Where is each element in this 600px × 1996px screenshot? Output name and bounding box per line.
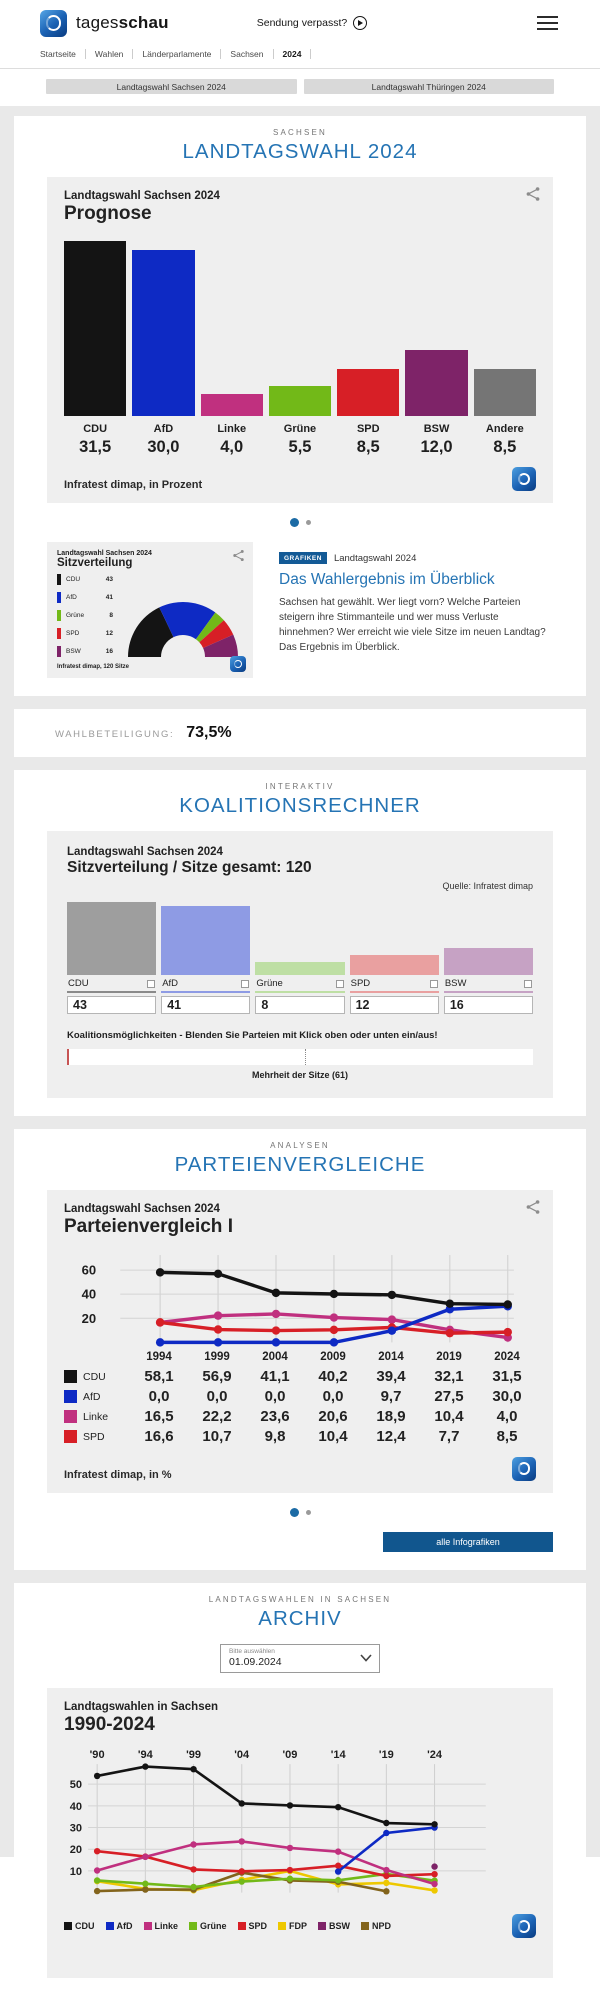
breadcrumb-item[interactable]: Startseite [40,49,86,59]
breadcrumb-item[interactable]: Wahlen [86,49,134,59]
carousel-dot-active[interactable] [290,518,299,527]
prognose-bar-SPD: SPD 8,5 [337,241,399,457]
majority-caption: Mehrheit der Sitze (61) [251,1070,349,1081]
carousel-dots [47,1508,553,1517]
archiv-legend [64,1921,512,1931]
koalition-party-SPD[interactable]: SPD 12 [350,897,439,1014]
section-title: PARTEIENVERGLEICHE [174,1153,426,1177]
svg-text:'14: '14 [330,1748,346,1761]
breadcrumb [0,40,600,69]
seat-legend [57,574,119,659]
archiv-legend-BSW: BSW [318,1921,350,1931]
sitzverteilung-card[interactable] [47,542,253,678]
breadcrumb-item[interactable]: Länderparlamente [133,49,221,59]
select-value: 01.09.2024 [229,1655,282,1668]
seat-legend-SPD: SPD 12 [57,628,119,639]
checkbox-Grüne[interactable] [336,980,344,988]
seat-legend-AfD: AfD 41 [57,592,119,603]
vergleich-row-Linke: Linke 16,5 22,2 23,6 20,6 18,9 10,4 4,0 [64,1407,536,1427]
brand-wordmark[interactable] [76,13,169,33]
seat-input-SPD[interactable]: 12 [350,996,439,1014]
svg-text:20: 20 [81,1310,97,1326]
archiv-legend-FDP: FDP [278,1921,307,1931]
koalition-hint: Koalitionsmöglichkeiten - Blenden Sie Parteien mit Klick oben oder unten ein/aus! [67,1030,438,1042]
chevron-down-icon [360,1654,372,1662]
section-title: LANDTAGSWAHL 2024 [182,140,418,164]
select-label: Bitte auswählen [229,1647,275,1655]
chart-kicker: Landtagswahl Sachsen 2024 [64,1203,220,1216]
koalition-party-CDU[interactable]: CDU 43 [67,897,156,1014]
svg-text:10: 10 [69,1865,83,1878]
prognose-bar-CDU: CDU 31,5 [64,241,126,457]
seat-legend-BSW: BSW 16 [57,646,119,657]
vergleich-year-row: 1994 1999 2004 2009 2014 2019 2024 [146,1350,520,1363]
section-landtagswahl [14,116,586,696]
prognose-bar-chart [64,241,536,457]
ard-logo-icon [512,1457,536,1481]
ard-logo-icon [512,467,536,491]
election-tabs [0,69,600,106]
koalition-party-AfD[interactable]: AfD 41 [161,897,250,1014]
koalition-card [47,831,553,1098]
svg-text:'90: '90 [89,1748,105,1761]
section-archiv [14,1583,586,1996]
checkbox-AfD[interactable] [241,980,249,988]
prognose-bar-Grüne: Grüne 5,5 [269,241,331,457]
svg-text:'94: '94 [137,1748,153,1761]
chart-source: Infratest dimap, in Prozent [64,479,203,492]
election-tab-sachsen[interactable]: Landtagswahl Sachsen 2024 [46,79,297,94]
missed-broadcast-link[interactable] [257,16,367,30]
mini-source: Infratest dimap, 120 Sitze [57,664,130,671]
all-infographics-button[interactable]: alle Infografiken [383,1532,553,1552]
archiv-line-chart [64,1746,536,1903]
archiv-legend-SPD: SPD [238,1921,268,1931]
page-content [0,106,600,1996]
teaser-category: Landtagswahl 2024 [333,552,417,564]
archiv-legend-Linke: Linke [144,1921,179,1931]
svg-text:'09: '09 [282,1748,298,1761]
chart-title: Sitzverteilung / Sitze gesamt: 120 [67,859,312,877]
archiv-date-select[interactable] [220,1644,380,1673]
archiv-card [47,1688,553,1979]
checkbox-SPD[interactable] [430,980,438,988]
section-eyebrow: LANDTAGSWAHLEN IN SACHSEN [208,1594,392,1604]
carousel-dot[interactable] [306,1510,311,1515]
vergleich-card [47,1190,553,1492]
mini-kicker: Landtagswahl Sachsen 2024 [57,550,152,558]
election-tab-thueringen[interactable]: Landtagswahl Thüringen 2024 [304,79,555,94]
majority-track[interactable] [67,1049,533,1065]
carousel-dots [47,518,553,527]
breadcrumb-item[interactable]: Sachsen [221,49,273,59]
menu-button[interactable] [535,14,560,33]
teaser-body: Sachsen hat gewählt. Wer liegt vorn? Welche Parteien steigern ihre Stimmanteile und wer muss Verluste hinnehmen? Wer erreicht wie viele Sitze im neuen Landtag? Das Ergebnis im Überblick. [279,597,546,654]
archiv-legend-CDU: CDU [64,1921,95,1931]
carousel-dot[interactable] [306,520,311,525]
vergleich-row-AfD: AfD 0,0 0,0 0,0 0,0 9,7 27,5 30,0 [64,1387,536,1407]
breadcrumb-item[interactable]: 2024 [274,49,312,59]
vergleich-row-CDU: CDU 58,1 56,9 41,1 40,2 39,4 32,1 31,5 [64,1367,536,1387]
section-eyebrow: SACHSEN [272,128,328,138]
share-icon[interactable] [525,186,541,202]
series-BSW [431,1863,437,1869]
vergleich-table [64,1367,536,1447]
chart-kicker: Landtagswahl Sachsen 2024 [67,846,223,859]
seat-legend-CDU: CDU 43 [57,574,119,585]
koalition-party-Grüne[interactable]: Grüne 8 [255,897,344,1014]
vergleich-line-chart [64,1250,536,1348]
checkbox-CDU[interactable] [147,980,155,988]
section-parteienvergleiche [14,1129,586,1569]
checkbox-BSW[interactable] [524,980,532,988]
seat-input-BSW[interactable]: 16 [444,996,533,1014]
seat-input-AfD[interactable]: 41 [161,996,250,1014]
section-title: ARCHIV [258,1606,342,1630]
chart-title: 1990-2024 [64,1713,155,1735]
svg-text:'04: '04 [234,1748,250,1761]
share-icon[interactable] [232,549,245,562]
seat-input-Grüne[interactable]: 8 [255,996,344,1014]
chart-title: Parteienvergleich I [64,1216,233,1238]
turnout-bar [14,709,586,757]
prognose-card [47,177,553,503]
teaser-headline[interactable]: Das Wahlergebnis im Überblick [279,571,495,589]
chart-title: Prognose [64,203,152,225]
chart-kicker: Landtagswahlen in Sachsen [64,1700,219,1713]
svg-text:50: 50 [69,1778,83,1791]
koalition-bar-chart [67,897,533,1014]
carousel-dot-active[interactable] [290,1508,299,1517]
site-header [0,0,600,106]
koalition-party-BSW[interactable]: BSW 16 [444,897,533,1014]
section-eyebrow: ANALYSEN [270,1141,330,1151]
svg-text:40: 40 [69,1800,83,1813]
ard-logo-icon [230,656,246,672]
chart-source: Quelle: Infratest dimap [442,881,533,892]
svg-text:'24: '24 [427,1748,443,1761]
teaser-text [279,542,553,678]
archiv-legend-Grüne: Grüne [189,1921,227,1931]
archiv-legend-NPD: NPD [361,1921,391,1931]
play-icon[interactable] [353,16,367,30]
svg-text:20: 20 [69,1843,83,1856]
mini-title: Sitzverteilung [57,557,133,570]
prognose-bar-Linke: Linke 4,0 [201,241,263,457]
svg-text:30: 30 [69,1822,83,1835]
chart-source: Infratest dimap, in % [64,1468,172,1481]
turnout-label: WAHLBETEILIGUNG: [55,729,175,741]
seat-donut-chart [119,596,245,659]
brand-bold: schau [118,13,169,32]
ard-logo-icon [512,1914,536,1938]
seat-legend-Grüne: Grüne 8 [57,610,119,621]
prognose-bar-BSW: BSW 12,0 [405,241,467,457]
svg-text:60: 60 [81,1262,97,1278]
prognose-bar-AfD: AfD 30,0 [132,241,194,457]
brand-regular: tages [76,13,119,32]
share-icon[interactable] [525,1199,541,1215]
archiv-legend-AfD: AfD [106,1921,133,1931]
grafiken-badge: GRAFIKEN [279,552,327,564]
teaser-row [47,542,553,678]
turnout-value: 73,5% [186,724,232,742]
tagesschau-logo-icon[interactable] [40,10,67,37]
section-koalitionsrechner [14,770,586,1116]
prognose-bar-Andere: Andere 8,5 [474,241,536,457]
seat-input-CDU[interactable]: 43 [67,996,156,1014]
section-title: KOALITIONSRECHNER [179,794,421,818]
section-eyebrow: INTERAKTIV [265,782,335,792]
chart-kicker: Landtagswahl Sachsen 2024 [64,190,220,203]
missed-broadcast-label: Sendung verpasst? [256,17,348,29]
svg-text:40: 40 [81,1286,97,1302]
vergleich-row-SPD: SPD 16,6 10,7 9,8 10,4 12,4 7,7 8,5 [64,1427,536,1447]
svg-text:'99: '99 [186,1748,202,1761]
svg-text:'19: '19 [378,1748,394,1761]
